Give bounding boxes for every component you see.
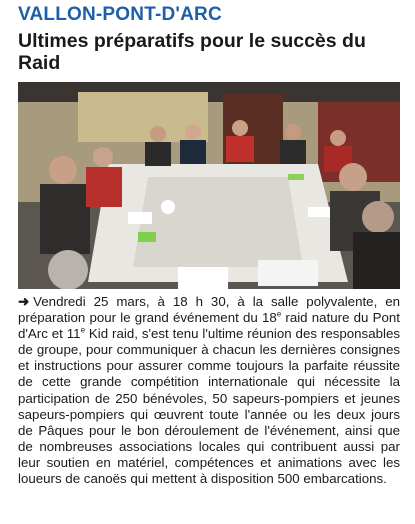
body-part-3: Kid raid, s'est tenu l'ultime réunion des responsables de groupe, pour communiquer à chacun les dernières consignes et instructions pour assurer comme toujours la parfaite réussite de cette grande compétition internationale qui nécessite la participation de 250 bénévoles, 50 sapeurs-pompiers et jeunes sapeurs-pompiers qui œuvrent toute l'année ou les deux jours de Pâques pour le bon déroulement de l'événement, ainsi que de nombreuses associations locales qui contribuent aussi par leur soutien en matériel, compétences et animations avec les loueurs de canoës qui mettent à disposition 500 embarcations.	[18, 326, 400, 487]
article-body	[18, 294, 400, 487]
body-part-1: Vendredi 25 mars, à 18 h 30, à la salle polyvalente, en préparation pour le grand événement du 18	[18, 294, 400, 326]
article-title: Ultimes préparatifs pour le succès du Raid	[18, 30, 366, 74]
article-kicker: VALLON-PONT-D'ARC	[18, 4, 222, 25]
article-photo	[18, 82, 400, 289]
ordinal-suffix-2: e	[80, 325, 86, 335]
arrow-right-icon: ➜	[18, 294, 30, 309]
ordinal-suffix-1: e	[276, 309, 282, 319]
body-part-2: raid nature du Pont d'Arc et 11	[18, 310, 401, 342]
